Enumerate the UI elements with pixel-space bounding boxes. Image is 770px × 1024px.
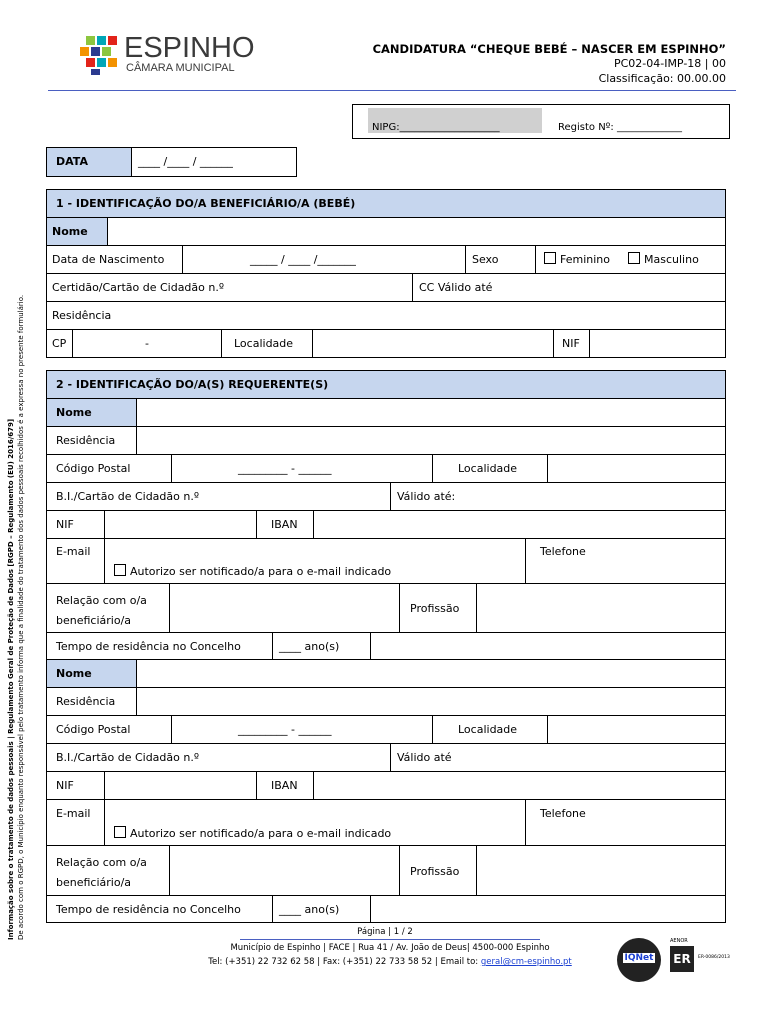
iqnet-cert-icon: IQNet [617,938,661,982]
logo [78,30,255,80]
r2-nome-label: Nome [56,667,92,680]
header-rule [48,90,736,91]
r1-cp-input[interactable]: _________ - ______ [238,462,332,475]
r1-relacao-label: Relação com o/a beneficiário/a [56,594,147,627]
r2-nif-label: NIF [56,779,74,792]
footer-email-link[interactable]: geral@cm-espinho.pt [480,957,572,967]
er-cert-icon: ER [670,946,694,972]
r2-iban-label: IBAN [271,779,298,792]
s1-cp-label: CP [52,337,67,350]
requerente1-table [46,398,726,660]
logo-name: ESPINHO [124,32,255,64]
r1-valido-label: Válido até: [397,490,456,503]
form-title: CANDIDATURA “CHEQUE BEBÉ – NASCER EM ESPINHO” [372,42,726,56]
r1-tempo-label: Tempo de residência no Concelho [56,640,241,653]
rgpd-side-text: Informação sobre o tratamento de dados pessoais | Regulamento Geral de Proteção de Dados [RGPD – Regulamento (EU) 2016/679] De acordo com o RGPD, o Município enquanto responsável pelo tratamento informa que a finalidade do tratamento dos dados pessoais recolhidos é a expressa no presente formulário. [7,294,25,940]
r1-telefone-label: Telefone [540,545,586,558]
r1-autorizo-checkbox[interactable]: Autorizo ser notificado/a para o e-mail indicado [114,564,391,578]
r2-tempo-label: Tempo de residência no Concelho [56,903,241,916]
r1-anos-input[interactable]: ____ ano(s) [279,640,340,653]
r2-profissao-label: Profissão [410,865,460,878]
r2-residencia-label: Residência [56,695,116,708]
footer-rule [240,939,540,940]
r1-iban-label: IBAN [271,518,298,531]
s1-residencia-input[interactable] [120,302,725,329]
registo-field[interactable]: Registo Nº: _____________ [558,122,682,133]
r2-autorizo-checkbox[interactable]: Autorizo ser notificado/a para o e-mail indicado [114,826,391,840]
logo-mark-icon [78,34,120,76]
s1-feminino-checkbox[interactable]: Feminino [544,252,610,266]
r2-telefone-label: Telefone [540,807,586,820]
r2-email-label: E-mail [56,807,91,820]
r2-relacao-label: Relação com o/a beneficiário/a [56,856,147,889]
r1-cp-label: Código Postal [56,462,131,475]
logo-subtitle: CÂMARA MUNICIPAL [126,62,235,74]
nipg-field[interactable]: NIPG:____________________ [372,122,500,133]
s1-birth-input[interactable]: _____ / ____ /_______ [250,253,356,266]
s1-nome-input[interactable] [108,218,725,245]
s1-nome-label: Nome [52,225,88,238]
r1-nif-label: NIF [56,518,74,531]
s1-localidade-label: Localidade [234,337,294,350]
r1-bi-label: B.I./Cartão de Cidadão n.º [56,490,200,503]
form-code: PC02-04-IMP-18 | 00 [613,57,726,70]
footer-address: Município de Espinho | FACE | Rua 41 / Av. João de Deus| 4500-000 Espinho [230,943,550,953]
s1-cc-label: Certidão/Cartão de Cidadão n.º [52,281,225,294]
r1-residencia-label: Residência [56,434,116,447]
r1-email-label: E-mail [56,545,91,558]
date-label: DATA [56,155,88,168]
r2-valido-label: Válido até [397,751,452,764]
r1-profissao-label: Profissão [410,602,460,615]
requerente2-table [46,659,726,923]
date-value: ____ /____ / ______ [138,155,233,168]
s1-birth-label: Data de Nascimento [52,253,165,266]
s1-residencia-label: Residência [52,309,112,322]
r2-localidade-label: Localidade [458,723,518,736]
r2-anos-input[interactable]: ____ ano(s) [279,903,340,916]
s1-masculino-checkbox[interactable]: Masculino [628,252,699,266]
form-classification: Classificação: 00.00.00 [598,72,726,85]
r1-localidade-label: Localidade [458,462,518,475]
r2-cp-input[interactable]: _________ - ______ [238,723,332,736]
r1-nome-label: Nome [56,406,92,419]
s1-cc-valid-label: CC Válido até [419,281,493,294]
section1-title: 1 - IDENTIFICAÇÃO DO/A BENEFICIÁRIO/A (BEBÉ) [56,197,356,210]
aenor-cert: AENOR ER ER-0086/2013 [670,938,730,982]
r2-cp-label: Código Postal [56,723,131,736]
r2-bi-label: B.I./Cartão de Cidadão n.º [56,751,200,764]
s1-sexo-label: Sexo [472,253,499,266]
s1-nif-label: NIF [562,337,580,350]
s1-cp-input[interactable]: - [145,337,149,350]
footer-page: Página | 1 / 2 [357,927,413,937]
footer-contacts: Tel: (+351) 22 732 62 58 | Fax: (+351) 22 733 58 52 | Email to: geral@cm-espinho.pt [208,957,572,967]
section2-title: 2 - IDENTIFICAÇÃO DO/A(S) REQUERENTE(S) [56,378,329,391]
